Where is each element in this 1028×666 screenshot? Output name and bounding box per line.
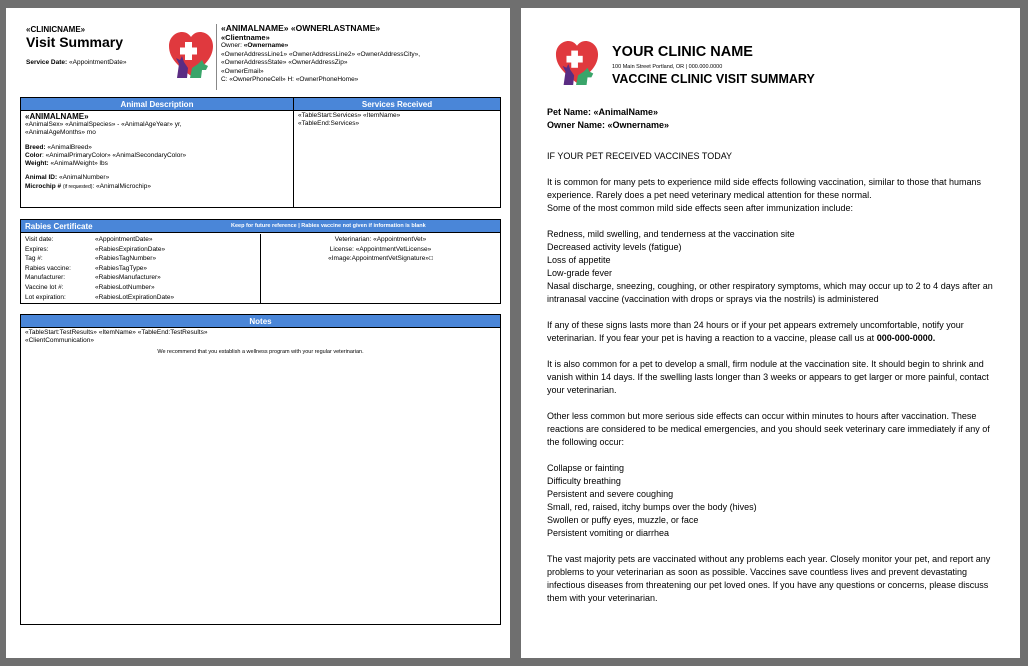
rabies-row <box>25 254 256 264</box>
owner-name: Owner Name: «Ownername» <box>547 120 670 130</box>
services-column <box>294 98 500 207</box>
owner-value: «Ownername» <box>243 42 289 49</box>
intro-heading: IF YOUR PET RECEIVED VACCINES TODAY <box>547 151 733 161</box>
rabies-row-value: «RabiesExpirationDate» <box>95 245 166 253</box>
owner-phone: C: «OwnerPhoneCell» H: «OwnerPhoneHome» <box>221 76 359 84</box>
color-value: : «AnimalPrimaryColor» «AnimalSecondaryColor» <box>41 151 187 159</box>
list-item: Nasal discharge, sneezing, coughing, or other respiratory symptoms, which may occur up to 2 to 4 days after an intranasal vaccine (vaccination with drops or sprays via the nostrils) is administered <box>547 281 993 304</box>
pet-name: Pet Name: «AnimalName» <box>547 107 659 117</box>
owner-info <box>221 23 506 85</box>
mild-effects-list <box>547 228 997 306</box>
rabies-row <box>25 283 256 293</box>
rabies-row-label: Manufacturer: <box>25 274 66 282</box>
rabies-row <box>25 293 256 303</box>
rabies-title: Rabies Certificate <box>25 222 93 231</box>
rabies-row-label: Expires: <box>25 245 49 253</box>
rabies-row <box>25 235 256 245</box>
weight-value: «AnimalWeight» lbs <box>50 160 108 168</box>
list-item: Redness, mild swelling, and tenderness at the vaccination site <box>547 229 795 239</box>
services-line-1: «TableStart:Services» «ItemName» <box>298 112 401 119</box>
notes-recommendation: We recommend that you establish a wellness program with your regular veterinarian. <box>157 348 364 355</box>
owner-label: Owner: <box>221 42 242 49</box>
notes-section <box>20 314 501 625</box>
para-nodule: It is also common for a pet to develop a small, firm nodule at the vaccination site. It should begin to shrink and vanish within 14 days. If the swelling lasts longer than 3 weeks or appears to get larger or more painful, contact your veterinarian. <box>547 359 989 395</box>
rabies-certificate <box>20 219 501 304</box>
serious-effects-list <box>547 462 997 540</box>
notify-text: If any of these signs lasts more than 24 hours or if your pet appears extremely uncomfortable, notify your veterinarian. If you fear your pet is having a reaction to a vaccine, please call us at <box>547 320 964 343</box>
list-item: Swollen or puffy eyes, muzzle, or face <box>547 515 699 525</box>
animal-id-label: Animal ID: <box>25 174 58 182</box>
animal-breed <box>25 144 289 152</box>
rabies-row-label: Lot expiration: <box>25 293 66 301</box>
rabies-row-label: Tag #: <box>25 255 43 263</box>
rabies-row-value: «RabiesLotNumber» <box>95 283 155 291</box>
para-mild-effects: It is common for many pets to experience mild side effects following vaccination, similar to those that humans experience. Rarely does a pet need veterinary medical attention for these normal. <box>547 177 982 200</box>
vet-signature: «Image:AppointmentVetSignature»□ <box>328 255 433 263</box>
breed-label: Breed: <box>25 143 46 151</box>
page-title: Visit Summary <box>26 34 124 50</box>
animal-description-header: Animal Description <box>21 98 293 111</box>
para-closing: The vast majority pets are vaccinated without any problems each year. Closely monitor your pet, and report any problems to your veterinarian as soon as possible. Vaccines save countless lives and prevent devastating infectious diseases from threatening our pet loved ones. If you have any questions or concerns, please discuss them with your veterinarian. <box>547 554 991 603</box>
service-date-value: «AppointmentDate» <box>69 59 127 66</box>
services-line-2: «TableEnd:Services» <box>298 120 360 128</box>
notes-line-1: «TableStart:TestResults» «ItemName» «TableEnd:TestResults» <box>25 329 208 336</box>
owner-email: «OwnerEmail» <box>221 67 264 75</box>
animal-sex-species-age: «AnimalSex» «AnimalSpecies» - «AnimalAgeYear» yr, <box>25 121 182 128</box>
header-divider <box>216 24 217 90</box>
notes-line-2: «ClientCommunication» <box>25 337 95 345</box>
vet-name: Veterinarian: «AppointmentVet» <box>334 236 427 243</box>
animal-owner-name: «ANIMALNAME» «OWNERLASTNAME» <box>221 23 381 33</box>
owner-address-1: «OwnerAddressLine1» «OwnerAddressLine2» «OwnerAddressCity», <box>221 50 421 58</box>
pet-info <box>547 106 669 132</box>
animal-id-value: «AnimalNumber» <box>58 174 110 182</box>
rabies-row-label: Visit date: <box>25 236 54 243</box>
microchip-value: : «AnimalMicrochip» <box>92 182 151 190</box>
rabies-header <box>21 220 500 233</box>
page-subtitle: VACCINE CLINIC VISIT SUMMARY <box>612 72 815 86</box>
visit-summary-page <box>6 8 510 658</box>
animal-services-table <box>20 97 501 208</box>
vaccine-info-body <box>547 150 997 618</box>
vet-license: License: «AppointmentVetLicense» <box>329 245 432 253</box>
animal-name: «ANIMALNAME» <box>25 112 89 121</box>
service-date <box>26 59 126 66</box>
list-item: Collapse or fainting <box>547 463 625 473</box>
rabies-vet <box>261 234 500 303</box>
animal-description-body <box>21 111 293 192</box>
list-item: Low-grade fever <box>547 268 613 278</box>
animal-microchip <box>25 183 289 191</box>
breed-value: «AnimalBreed» <box>47 143 92 151</box>
clinic-name: «CLINICNAME» <box>26 25 86 34</box>
vaccine-summary-page <box>521 8 1020 658</box>
rabies-row-value: «RabiesManufacturer» <box>95 274 161 282</box>
rabies-row-value: «RabiesLotExpirationDate» <box>95 293 175 301</box>
rabies-details <box>21 234 261 303</box>
notes-header: Notes <box>21 315 500 328</box>
list-item: Persistent and severe coughing <box>547 489 674 499</box>
rabies-row-value: «AppointmentDate» <box>95 236 153 243</box>
clinic-logo-icon <box>168 30 214 80</box>
clinic-address: 100 Main Street Portland, OR | 000.000.0000 <box>612 64 723 70</box>
owner-line <box>221 42 506 51</box>
list-item: Loss of appetite <box>547 255 611 265</box>
notes-body <box>21 328 500 357</box>
owner-address-2: «OwnerAddressState» «OwnerAddressZip» <box>221 59 348 67</box>
animal-age-months: «AnimalAgeMonths» mo <box>25 129 96 137</box>
color-label: Color <box>25 151 42 159</box>
rabies-row <box>25 245 256 255</box>
service-date-label: Service Date: <box>26 59 68 66</box>
clinic-logo-icon <box>555 39 599 87</box>
list-item: Persistent vomiting or diarrhea <box>547 528 670 538</box>
rabies-row-value: «RabiesTagNumber» <box>95 255 157 263</box>
list-item: Difficulty breathing <box>547 476 621 486</box>
services-header: Services Received <box>294 98 500 111</box>
list-item: Small, red, raised, itchy bumps over the body (hives) <box>547 502 757 512</box>
clinic-name-heading: YOUR CLINIC NAME <box>612 44 753 60</box>
animal-description-column <box>21 98 294 207</box>
microchip-note: (if requested) <box>62 183 93 190</box>
para-notify <box>547 319 997 345</box>
animal-weight <box>25 160 289 168</box>
list-item: Decreased activity levels (fatigue) <box>547 242 682 252</box>
clinic-phone: 000-000-0000. <box>876 333 936 343</box>
client-name: «Clientname» <box>221 33 270 42</box>
para-mild-effects-intro: Some of the most common mild side effects seen after immunization include: <box>547 203 853 213</box>
microchip-label: Microchip # <box>25 182 62 190</box>
rabies-row-value: «RabiesTagType» <box>95 264 148 272</box>
animal-id <box>25 174 289 182</box>
rabies-row <box>25 273 256 283</box>
animal-color <box>25 152 289 160</box>
rabies-note: Keep for future reference | Rabies vaccine not given if information is blank <box>231 223 426 229</box>
rabies-row-label: Rabies vaccine: <box>25 264 71 272</box>
rabies-row-label: Vaccine lot #: <box>25 283 64 291</box>
para-serious: Other less common but more serious side effects can occur within minutes to hours after vaccination. These reactions are considered to be medical emergencies, and you should seek veterinary care immediately if any of the following occur: <box>547 411 990 447</box>
weight-label: Weight: <box>25 160 49 168</box>
rabies-row <box>25 264 256 274</box>
services-body <box>294 111 500 130</box>
